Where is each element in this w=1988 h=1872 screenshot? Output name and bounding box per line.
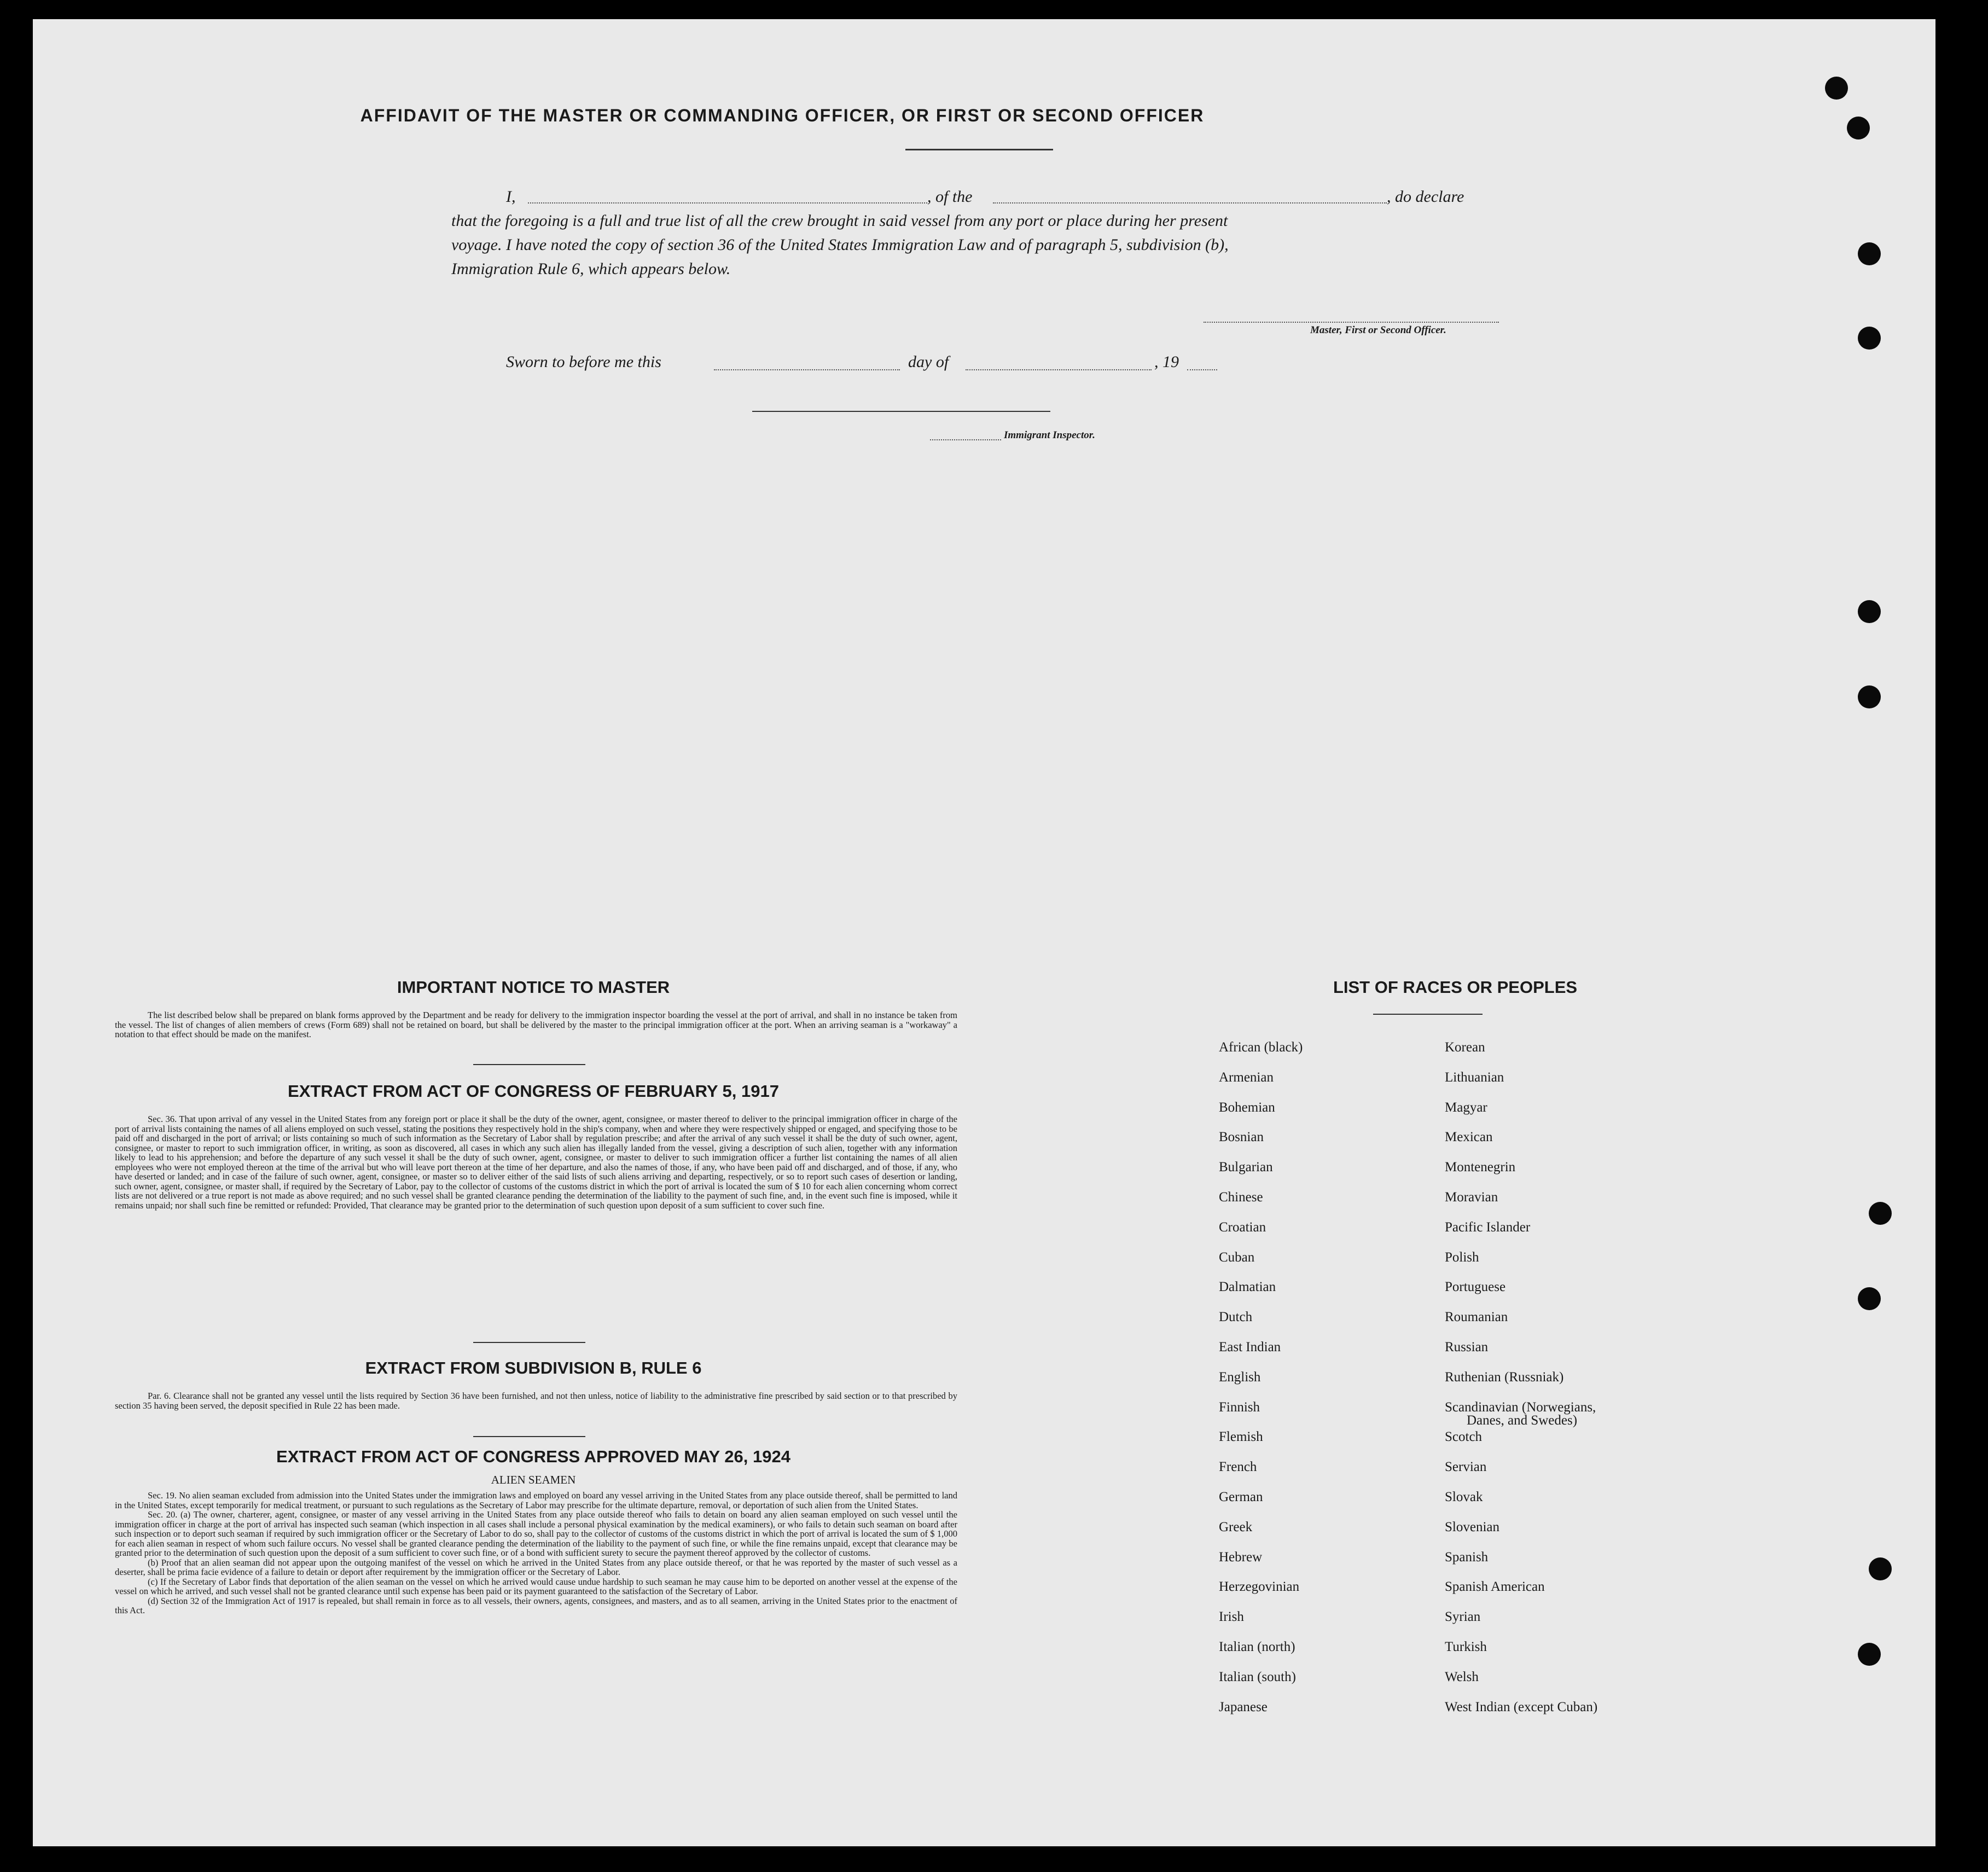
sec-19-paragraph: Sec. 19. No alien seaman excluded from admission into the United States under the immigration laws and employed on board any vessel arriving in the United States from any place outside thereof, shall be permitted to land in the United States, except temporarily for medical treatment, or pursuant to such regulations as the Secretary of Labor may prescribe for the ultimate departure, removal, or deportation of such alien from the United States. <box>115 1490 957 1510</box>
race-item: Spanish American <box>1445 1579 1545 1595</box>
race-item: Dutch <box>1219 1310 1253 1325</box>
document-page <box>33 19 1935 1846</box>
race-item: Finnish <box>1219 1399 1260 1415</box>
race-item: Irish <box>1219 1609 1244 1625</box>
notice-text <box>115 1010 957 1039</box>
race-item: East Indian <box>1219 1340 1281 1354</box>
race-item: Pacific Islander <box>1445 1219 1531 1235</box>
i-label: I, <box>506 188 516 206</box>
race-item: Korean <box>1445 1040 1485 1055</box>
punch-hole <box>1825 77 1848 100</box>
do-declare-label: , do declare <box>1387 188 1464 206</box>
punch-hole <box>1858 1643 1881 1666</box>
race-item: Scotch <box>1445 1429 1483 1445</box>
race-item: Roumanian <box>1445 1310 1508 1325</box>
sec-20d-paragraph: (d) Section 32 of the Immigration Act of 1917 is repealed, but shall remain in force as to all vessels, their owners, agents, consignees, and masters, and as to all seamen, arriving in the United States prior to the enactment of this Act. <box>115 1595 957 1615</box>
race-item: German <box>1219 1490 1263 1504</box>
vessel-name-field[interactable] <box>993 202 1387 204</box>
alien-seamen-subtitle: ALIEN SEAMEN <box>491 1473 576 1486</box>
race-item: Servian <box>1445 1460 1487 1475</box>
title-underline <box>905 149 1053 150</box>
race-item: Croatian <box>1219 1219 1266 1235</box>
punch-hole <box>1858 685 1881 708</box>
race-item: African (black) <box>1219 1040 1303 1055</box>
race-item: Russian <box>1445 1340 1489 1354</box>
race-item: Hebrew <box>1219 1549 1263 1565</box>
declaration-line-2: voyage. I have noted the copy of section 36 of the United States Immigration Law and of paragraph 5, subdivision (b), <box>451 236 1229 254</box>
notice-paragraph: The list described below shall be prepared on blank forms approved by the Department and be ready for delivery to the immigration inspector boarding the vessel at the port of arrival, and shall in no instance be taken from the vessel. The list of changes of alien members of crews (Form 689) shall not be retained on board, but shall be delivered by the master to the principal immigration officer at the port. When an arriving seaman is a "workaway" a notation to that effect should be made on the manifest. <box>115 1010 957 1039</box>
declaration-line-1: that the foregoing is a full and true list of all the crew brought in said vessel from any port or place during her present <box>451 212 1228 230</box>
punch-hole <box>1858 600 1881 623</box>
race-item: Polish <box>1445 1249 1479 1265</box>
master-signature-line[interactable] <box>1204 322 1499 323</box>
races-title-underline <box>1373 1014 1483 1015</box>
sec-20a-paragraph: Sec. 20. (a) The owner, charterer, agent, consignee, or master of any vessel arriving in the United States from any place outside thereof who fails to detain on board any alien seaman employed on such vessel until the immigration officer in charge at the port of arrival has inspected such seaman (which inspection in all cases shall include a personal physical examination by the medical examiners), or who fails to detain such seaman on board after such inspection or to deport such seaman if required by such immigration officer or the Secretary of Labor to do so, shall pay to the collector of customs of the customs district in which the port of arrival is located the sum of $ 1,000 for each alien seaman in respect of whom such failure occurs. No vessel shall be granted clearance pending the determination of the liability to the payment of such fine, or while the fine remains unpaid, except that clearance may be granted prior to the determination of such question upon the deposit of a sum sufficient to cover such fine, or of a bond with sufficient surety to secure the payment thereof approved by the collector of customs. <box>115 1509 957 1558</box>
race-item: Danes, and Swedes) <box>1467 1413 1578 1428</box>
race-item: Slovenian <box>1445 1519 1499 1534</box>
race-item: Moravian <box>1445 1190 1498 1205</box>
race-item: Bohemian <box>1219 1100 1275 1115</box>
punch-hole <box>1858 1287 1881 1310</box>
race-item: Slovak <box>1445 1490 1483 1504</box>
race-item: Bulgarian <box>1219 1160 1273 1175</box>
sworn-label: Sworn to before me this <box>506 353 661 371</box>
race-item: Herzegovinian <box>1219 1579 1300 1595</box>
race-item: Montenegrin <box>1445 1160 1516 1175</box>
race-item: Syrian <box>1445 1609 1481 1625</box>
inspector-label: Immigrant Inspector. <box>1004 429 1095 441</box>
punch-hole <box>1869 1202 1892 1225</box>
race-item: French <box>1219 1460 1257 1475</box>
race-item: Cuban <box>1219 1249 1255 1265</box>
punch-hole <box>1847 117 1870 139</box>
declaration-text <box>451 209 1540 281</box>
extract-rule6-title: EXTRACT FROM SUBDIVISION B, RULE 6 <box>365 1358 702 1377</box>
race-item: Bosnian <box>1219 1130 1264 1145</box>
race-item: Spanish <box>1445 1549 1489 1565</box>
sworn-month-field[interactable] <box>966 369 1152 370</box>
race-item: Turkish <box>1445 1640 1487 1654</box>
race-item: Flemish <box>1219 1429 1263 1445</box>
race-item: Italian (south) <box>1219 1669 1296 1684</box>
race-item: Welsh <box>1445 1669 1479 1684</box>
race-item: West Indian (except Cuban) <box>1445 1699 1598 1714</box>
sworn-year-field[interactable] <box>1187 369 1217 370</box>
race-item: Chinese <box>1219 1190 1263 1205</box>
extract-rule6-text <box>115 1391 957 1410</box>
of-the-label: , of the <box>927 188 973 206</box>
extract-1924-text <box>115 1491 957 1615</box>
extract-1917-text <box>115 1114 957 1210</box>
divider <box>473 1436 585 1437</box>
day-of-label: day of <box>908 353 949 371</box>
race-item: Greek <box>1219 1519 1253 1534</box>
punch-hole <box>1858 242 1881 265</box>
race-item: Scandinavian (Norwegians, <box>1445 1399 1596 1415</box>
affidavit-title: AFFIDAVIT OF THE MASTER OR COMMANDING OFFICER, OR FIRST OR SECOND OFFICER <box>360 106 1205 125</box>
inspector-signature-line[interactable] <box>752 411 1050 412</box>
par-6-paragraph: Par. 6. Clearance shall not be granted any vessel until the lists required by Section 36 have been furnished, and not then unless, notice of liability to the administrative fine prescribed by said section or to that prescribed by section 35 having been served, the deposit specified in Rule 22 has been made. <box>115 1391 957 1411</box>
race-item: Ruthenian (Russniak) <box>1445 1369 1564 1385</box>
year-label: , 19 <box>1154 353 1179 371</box>
race-item: Italian (north) <box>1219 1640 1295 1654</box>
races-title: LIST OF RACES OR PEOPLES <box>1333 978 1578 997</box>
extract-1924-title: EXTRACT FROM ACT OF CONGRESS APPROVED MAY 26, 1924 <box>276 1447 790 1466</box>
race-item: Lithuanian <box>1445 1069 1504 1085</box>
punch-hole <box>1858 327 1881 350</box>
race-item: English <box>1219 1369 1261 1385</box>
race-item: Magyar <box>1445 1100 1487 1115</box>
divider <box>473 1064 585 1065</box>
notice-title: IMPORTANT NOTICE TO MASTER <box>397 978 670 997</box>
inspector-dotted-line <box>930 439 1001 440</box>
race-item: Mexican <box>1445 1130 1493 1145</box>
race-item: Portuguese <box>1445 1280 1506 1295</box>
race-item: Dalmatian <box>1219 1280 1276 1295</box>
sec-20b-paragraph: (b) Proof that an alien seaman did not appear upon the outgoing manifest of the vessel on which he arrived in the United States from any place outside thereof, or that he was reported by the master of such vessel as a deserter, shall be prima facie evidence of a failure to detain or deport after requirement by the immigration officer or the Secretary of Labor. <box>115 1557 957 1577</box>
master-signature-label: Master, First or Second Officer. <box>1310 324 1446 336</box>
race-item: Japanese <box>1219 1699 1268 1714</box>
divider <box>473 1342 585 1343</box>
sec-36-paragraph: Sec. 36. That upon arrival of any vessel in the United States from any foreign port or place it shall be the duty of the owner, agent, consignee, or master thereof to deliver to the principal immigration officer in charge of the port of arrival lists containing the names of all aliens employed on such vessel, stating the positions they respectively hold in the ship's company, when and where they were respectively shipped or engaged, and specifying those to be paid off and discharged in the port of arrival; or lists containing so much of such information as the Secretary of Labor shall by regulation prescribe; and after the arrival of any such vessel it shall be the duty of such owner, agent, consignee, or master to report to such immigration officer, in writing, as soon as discovered, all cases in which any such alien has illegally landed from the vessel, giving a description of such alien, together with any information likely to lead to his apprehension; and before the departure of any such vessel it shall be the duty of such owner, agent, consignee, or master to deliver to such immigration officer a further list containing the names of all alien employees who were not employed thereon at the time of the arrival but who will leave port thereon at the time of her departure, and also the names of those, if any, who have been paid off and discharged, and of those, if any, who have deserted or landed; and in case of the failure of such owner, agent, consignee, or master so to deliver either of the said lists of such aliens arriving and departing, respectively, or so to report such cases of desertion or landing, such owner, agent, consignee, or master shall, if required by the Secretary of Labor, pay to the collector of customs of the customs district in which the port of arrival is located the sum of $ 10 for each alien concerning whom correct lists are not delivered or a true report is not made as above required; and no such vessel shall be granted clearance pending the determination of the liability to the payment of such fine, and, in the event such fine is imposed, while it remains unpaid; nor shall such fine be remitted or refunded: Provided, That clearance may be granted prior to the determination of such question upon deposit of a sum sufficient to cover such fine. <box>115 1114 957 1211</box>
extract-1917-title: EXTRACT FROM ACT OF CONGRESS OF FEBRUARY 5, 1917 <box>288 1082 779 1101</box>
sec-20c-paragraph: (c) If the Secretary of Labor finds that deportation of the alien seaman on the vessel on which he arrived would cause undue hardship to such seaman he may cause him to be deported on another vessel at the expense of the vessel on which he arrived, and such vessel shall not be granted clearance until such expense has been paid or its payment guaranteed to the satisfaction of the Secretary of Labor. <box>115 1576 957 1596</box>
race-item: Armenian <box>1219 1069 1274 1085</box>
officer-name-field[interactable] <box>528 202 927 204</box>
sworn-day-field[interactable] <box>714 369 900 370</box>
declaration-line-3: Immigration Rule 6, which appears below. <box>451 260 731 278</box>
punch-hole <box>1869 1557 1892 1580</box>
